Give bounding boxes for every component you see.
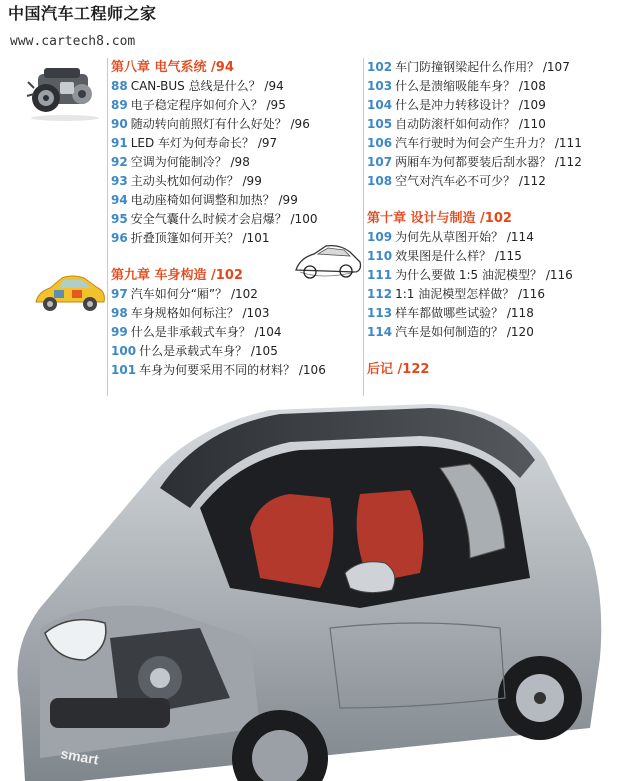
entry-title: LED 车灯为何寿命长？ /97: [130, 136, 278, 150]
entry-number: 109: [367, 230, 393, 244]
toc-entry[interactable]: [111, 361, 361, 380]
toc-entry[interactable]: [367, 266, 617, 285]
toc-entry[interactable]: [367, 247, 617, 266]
toc-entry[interactable]: [111, 191, 361, 210]
entry-title: 车身为何要采用不同的材料？ /106: [139, 363, 326, 377]
entry-number: 92: [111, 155, 128, 169]
entry-title: 主动头枕如何动作？ /99: [130, 174, 262, 188]
toc-entry[interactable]: [111, 285, 361, 304]
entry-number: 100: [111, 344, 137, 358]
toc-entry[interactable]: [367, 115, 617, 134]
entry-title: 什么是冲力转移设计？ /109: [395, 98, 546, 112]
entry-title: 电动座椅如何调整和加热？ /99: [130, 193, 298, 207]
entry-number: 110: [367, 249, 393, 263]
toc-entry[interactable]: [111, 153, 361, 172]
car-badge: smart: [59, 745, 100, 768]
toc-entry[interactable]: [367, 153, 617, 172]
entry-title: 随动转向前照灯有什么好处？ /96: [130, 117, 310, 131]
toc-entry[interactable]: [367, 134, 617, 153]
toc-entry[interactable]: [367, 58, 617, 77]
left-column-rule: [107, 58, 108, 396]
entry-number: 89: [111, 98, 128, 112]
entry-number: 95: [111, 212, 128, 226]
entry-title: 车门防撞钢梁起什么作用？ /107: [395, 60, 570, 74]
design-sketch-image: [292, 236, 364, 286]
entry-number: 99: [111, 325, 128, 339]
engine-image: [24, 60, 106, 122]
entry-number: 112: [367, 287, 393, 301]
entry-number: 93: [111, 174, 128, 188]
entry-number: 114: [367, 325, 393, 339]
entry-title: 什么是溃缩吸能车身？ /108: [395, 79, 546, 93]
section-gap: [367, 191, 617, 209]
entry-number: 104: [367, 98, 393, 112]
toc-entry[interactable]: [367, 77, 617, 96]
entry-number: 103: [367, 79, 393, 93]
entry-number: 91: [111, 136, 128, 150]
entry-number: 102: [367, 60, 393, 74]
entry-title: 为何先从草图开始？ /114: [395, 230, 534, 244]
entry-title: 空气对汽车必不可少？ /112: [395, 174, 546, 188]
entry-number: 97: [111, 287, 128, 301]
entry-title: 汽车是如何制造的？ /120: [395, 325, 534, 339]
toc-entry[interactable]: [111, 342, 361, 361]
toc-entry[interactable]: [111, 323, 361, 342]
entry-number: 101: [111, 363, 137, 377]
entry-title: 空调为何能制冷？ /98: [130, 155, 250, 169]
entry-title: 自动防滚杆如何动作？ /110: [395, 117, 546, 131]
toc-entry[interactable]: [111, 304, 361, 323]
toc-entry[interactable]: [111, 134, 361, 153]
entry-number: 105: [367, 117, 393, 131]
watermark-url: www.cartech8.com: [10, 34, 136, 49]
toc-entry[interactable]: [111, 96, 361, 115]
chapter-heading[interactable]: 第八章 电气系统 /94: [111, 60, 234, 75]
toc-entry[interactable]: [111, 115, 361, 134]
entry-number: 98: [111, 306, 128, 320]
toc-entry[interactable]: [367, 172, 617, 191]
watermark-title: 中国汽车工程师之家: [8, 4, 157, 23]
center-column-rule: [363, 58, 364, 396]
entry-number: 106: [367, 136, 393, 150]
toc-entry[interactable]: [367, 228, 617, 247]
entry-title: 汽车如何分“厢”？ /102: [130, 287, 258, 301]
entry-title: 汽车行驶时为何会产生升力？ /111: [395, 136, 582, 150]
toc-entry[interactable]: [367, 96, 617, 115]
entry-number: 96: [111, 231, 128, 245]
car-body-image: [32, 268, 108, 316]
toc-entry[interactable]: [111, 172, 361, 191]
toc-entry[interactable]: [111, 77, 361, 96]
entry-number: 111: [367, 268, 393, 282]
entry-title: 效果图是什么样？ /115: [395, 249, 522, 263]
entry-title: 什么是承载式车身？ /105: [139, 344, 278, 358]
entry-number: 113: [367, 306, 393, 320]
entry-title: 什么是非承载式车身？ /104: [130, 325, 282, 339]
chapter-heading[interactable]: 后记 /122: [367, 362, 430, 377]
entry-title: 折叠顶篷如何开关？ /101: [130, 231, 270, 245]
entry-number: 108: [367, 174, 393, 188]
entry-title: 两厢车为何都要装后刮水器？ /112: [395, 155, 582, 169]
chapter-heading[interactable]: 第九章 车身构造 /102: [111, 268, 243, 283]
toc-entry[interactable]: [367, 304, 617, 323]
toc-entry[interactable]: [111, 210, 361, 229]
entry-title: 样车都做哪些试验？ /118: [395, 306, 534, 320]
toc-left-column: [111, 58, 361, 380]
entry-title: 1:1 油泥模型怎样做？ /116: [395, 287, 545, 301]
entry-title: 车身规格如何标注？ /103: [130, 306, 270, 320]
smart-car-cutaway-image: [0, 398, 618, 781]
entry-number: 94: [111, 193, 128, 207]
chapter-heading[interactable]: 第十章 设计与制造 /102: [367, 211, 512, 226]
watermark: [8, 6, 157, 22]
entry-title: 为什么要做 1:5 油泥模型？ /116: [395, 268, 573, 282]
entry-title: CAN-BUS 总线是什么？ /94: [130, 79, 284, 93]
entry-number: 90: [111, 117, 128, 131]
toc-entry[interactable]: [367, 323, 617, 342]
entry-number: 88: [111, 79, 128, 93]
toc-right-column: [367, 58, 617, 379]
entry-title: 安全气囊什么时候才会启爆？ /100: [130, 212, 318, 226]
entry-title: 电子稳定程序如何介入？ /95: [130, 98, 286, 112]
toc-entry[interactable]: [367, 285, 617, 304]
section-gap: [367, 342, 617, 360]
entry-number: 107: [367, 155, 393, 169]
